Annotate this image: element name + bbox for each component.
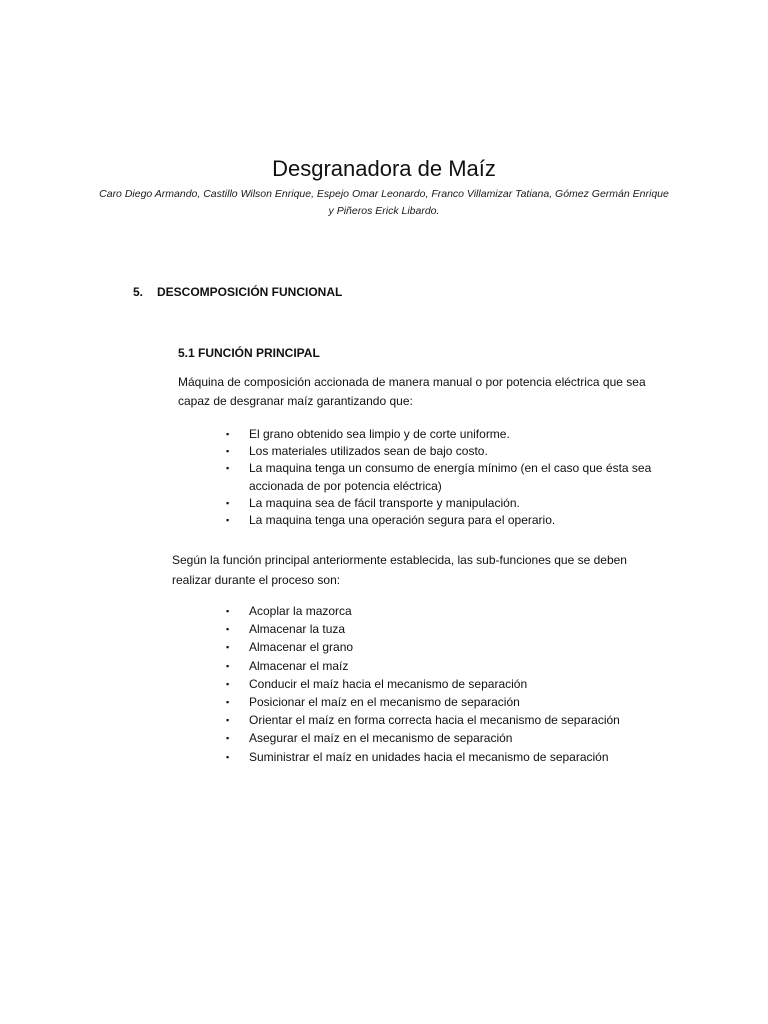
document-title: Desgranadora de Maíz <box>272 156 496 181</box>
requirements-list <box>223 426 683 529</box>
list-item-text: Acoplar la mazorca <box>249 604 352 618</box>
list-item-text: Orientar el maíz en forma correcta hacia el mecanismo de separación <box>249 713 620 728</box>
bullet-icon: ▪ <box>226 624 230 635</box>
bullet-icon: ▪ <box>226 751 230 762</box>
list-item <box>223 657 683 675</box>
list-item <box>223 512 683 529</box>
intro-paragraph: Máquina de composición accionada de manera manual o por potencia eléctrica que sea capaz de desgranar maíz garantizando que: <box>178 375 646 408</box>
list-item <box>223 693 683 711</box>
list-item-text: La maquina sea de fácil transporte y manipulación. <box>249 495 520 510</box>
list-item-text: Posicionar el maíz en el mecanismo de separación <box>249 695 520 710</box>
list-item <box>223 495 683 512</box>
list-item-text: Asegurar el maíz en el mecanismo de separación <box>249 731 513 746</box>
bullet-icon: ▪ <box>226 429 230 439</box>
bullet-icon: ▪ <box>226 446 230 457</box>
list-item-text: Almacenar el maíz <box>249 658 349 673</box>
bullet-icon: ▪ <box>226 497 230 508</box>
list-item <box>223 443 683 460</box>
bullet-icon: ▪ <box>226 642 230 653</box>
bullet-icon: ▪ <box>226 660 230 671</box>
bullet-icon: ▪ <box>226 697 230 708</box>
bullet-icon: ▪ <box>226 715 230 726</box>
list-item-text: La maquina tenga una operación segura para el operario. <box>249 513 556 528</box>
section-number: 5. <box>133 285 144 299</box>
section-title: DESCOMPOSICIÓN FUNCIONAL <box>157 285 343 299</box>
list-item <box>223 675 683 693</box>
list-item <box>223 711 683 729</box>
bullet-icon: ▪ <box>226 733 230 744</box>
list-item-text: Almacenar el grano <box>249 640 354 655</box>
list-item <box>223 638 683 656</box>
list-item <box>223 748 683 766</box>
bullet-icon: ▪ <box>226 606 230 616</box>
list-item-text: Los materiales utilizados sean de bajo costo. <box>249 444 488 459</box>
bullet-icon: ▪ <box>226 463 230 474</box>
list-item-text: Conducir el maíz hacia el mecanismo de separación <box>249 676 528 691</box>
document-authors: Caro Diego Armando, Castillo Wilson Enrique, Espejo Omar Leonardo, Franco Villamizar Tatiana, Gómez Germán Enrique y Piñeros Erick Libardo. <box>99 188 669 217</box>
subfunctions-paragraph: Según la función principal anteriormente establecida, las sub-funciones que se deben realizar durante el proceso son: <box>172 553 627 587</box>
list-item <box>223 620 683 638</box>
list-item <box>223 460 683 494</box>
list-item-text: La maquina tenga un consumo de energía mínimo (en el caso que ésta sea accionada de por potencia eléctrica) <box>249 461 652 493</box>
list-item-text: Almacenar la tuza <box>249 622 346 637</box>
bullet-icon: ▪ <box>226 515 230 526</box>
list-item <box>223 426 683 443</box>
bullet-icon: ▪ <box>226 678 230 689</box>
list-item <box>223 602 683 620</box>
list-item-text: El grano obtenido sea limpio y de corte uniforme. <box>249 427 510 441</box>
list-item-text: Suministrar el maíz en unidades hacia el mecanismo de separación <box>249 749 609 764</box>
list-item <box>223 729 683 747</box>
section-heading <box>133 285 342 299</box>
subsection-heading: 5.1 FUNCIÓN PRINCIPAL <box>178 346 320 360</box>
subfunctions-list <box>223 602 683 766</box>
